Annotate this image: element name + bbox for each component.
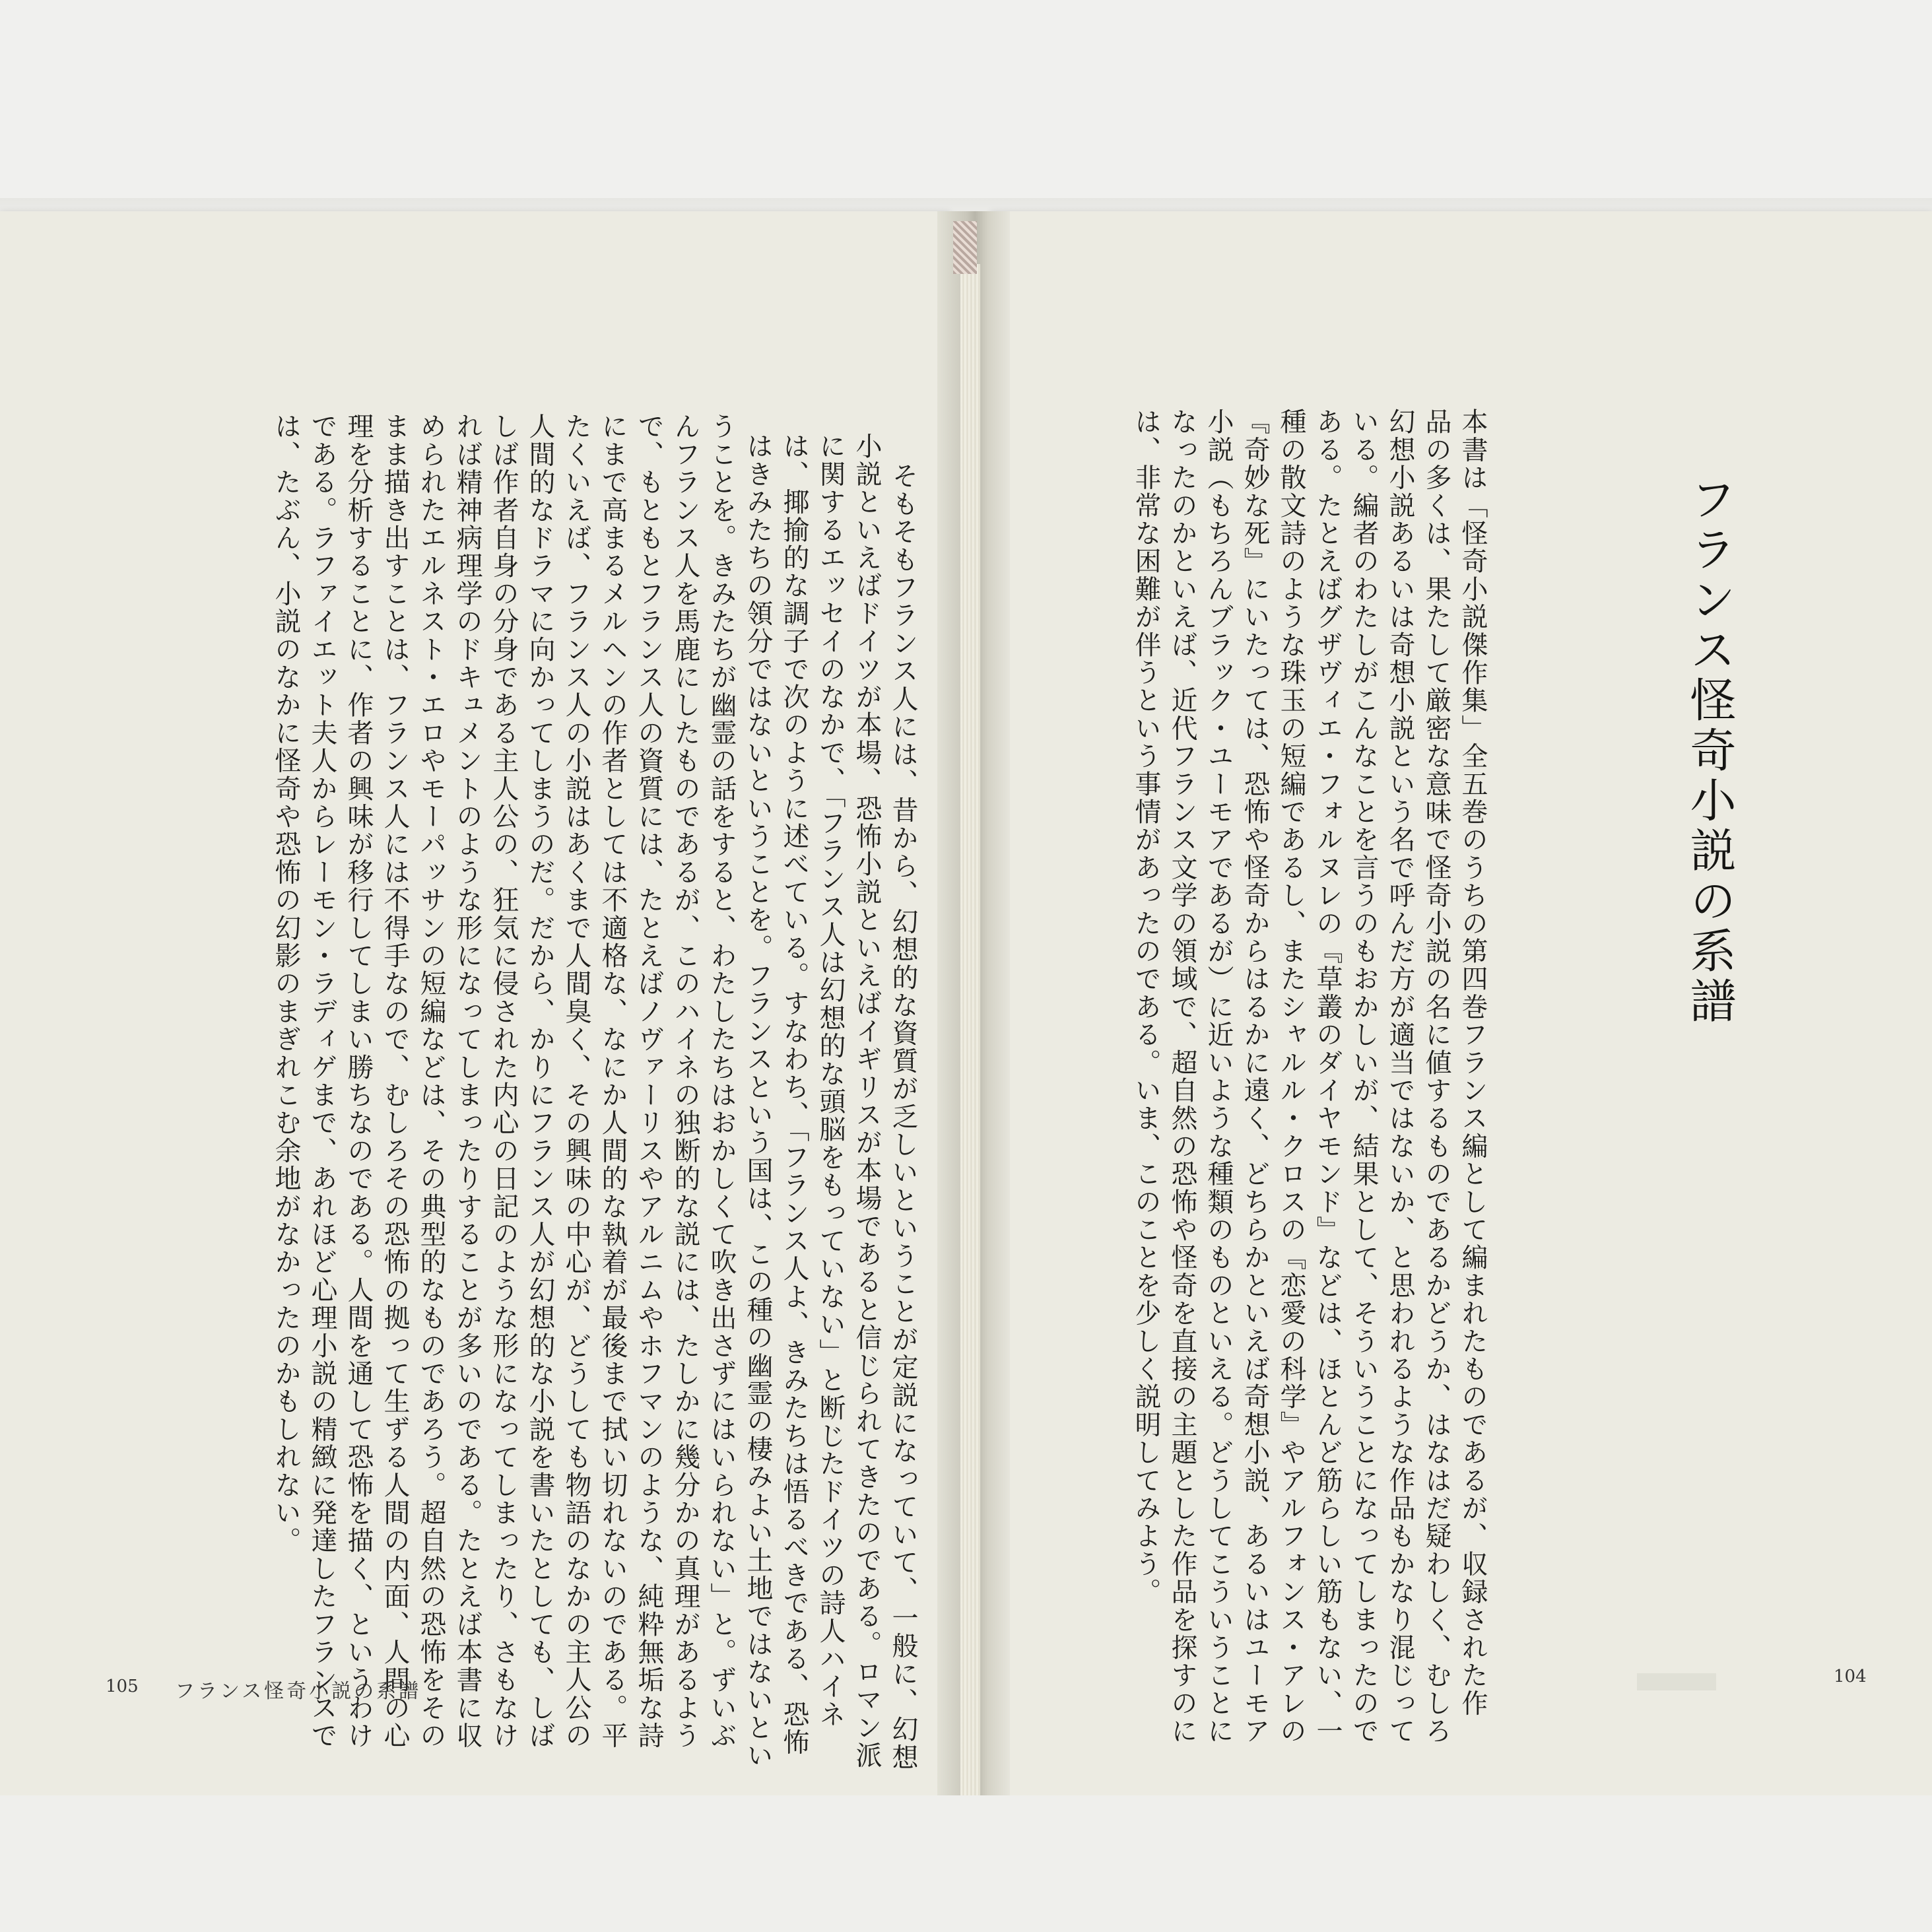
left-line-2: 小説といえばドイツが本場、恐怖小説といえばイギリスが本場であると信じられてきたのである。ロマン派 [851,432,882,1770]
right-line-7: 『奇妙な死』にいたっては、恐怖や怪奇からはるかに遠く、どちらかといえば奇想小説、あるいはユーモア [1240,408,1270,1745]
left-line-8: で、もともとフランス人の資質には、たとえばノヴァーリスやアルニムやホフマンのような、純粋無垢な詩 [634,413,664,1750]
right-line-4: いる。編者のわたしがこんなことを言うのもおかしいが、結果として、そういうことになってしまったので [1349,408,1379,1745]
page-edges [960,264,980,1848]
table-surface [0,1795,1932,1932]
left-line-11: 人間的なドラマに向かってしまうのだ。だから、かりにフランス人が幻想的な小説を書いたとしても、しば [525,413,555,1750]
right-line-6: 種の散文詩のような珠玉の短編であるし、またシャルル・クロスの『恋愛の科学』やアルフォンス・アレの [1276,408,1306,1745]
right-line-5: ある。たとえばグザヴィエ・フォルヌレの『草叢のダイヤモンド』などは、ほとんど筋らしい筋もない、一 [1312,408,1343,1745]
left-line-15: まま描き出すことは、フランス人には不得手なので、むしろその恐怖の拠って生ずる人間の内面、人間の心 [380,413,410,1750]
left-line-1: そもそもフランス人には、昔から、幻想的な資質が乏しいということが定説になっていて、一般に、幻想 [888,462,918,1772]
running-head: フランス怪奇小説の系譜 [175,1680,422,1703]
left-line-17: である。ラファイエット夫人からレーモン・ラディゲまで、あれほど心理小説の精緻に発達したフランスで [307,413,337,1750]
left-line-13: れば精神病理学のドキュメントのような形になってしまったりすることが多いのである。たとえば本書に収 [452,413,483,1750]
left-line-7: んフランス人を馬鹿にしたものであるが、このハイネの独断的な説には、たしかに幾分かの真理があるよう [670,413,700,1750]
page-number-left: 105 [106,1677,139,1696]
left-line-16: 理を分析することに、作者の興味が移行してしまい勝ちなのである。人間を通して恐怖を描く、というわけ [343,413,374,1750]
left-line-3: に関するエッセイのなかで、「フランス人は幻想的な頭脳をもっていない」と断じたドイツの詩人ハイネ [815,432,846,1729]
right-line-10: は、非常な困難が伴うという事情があったのである。いま、このことを少しく説明してみよう。 [1131,408,1161,1606]
left-line-9: にまで高まるメルヘンの作者としては不適格な、なにか人間的な執着が最後まで拭い切れないのである。平 [597,413,628,1750]
right-line-3: 幻想小説あるいは奇想小説という名で呼んだ方が適当ではないか、と思われるような作品もかなり混じって [1385,408,1415,1745]
left-line-5: はきみたちの領分ではないということを。フランスという国は、この種の幽霊の棲みよい土地ではないとい [743,432,773,1770]
left-line-10: たくいえば、フランス人の小説はあくまで人間臭く、その興味の中心が、どうしても物語のなかの主人公の [561,413,591,1750]
left-line-14: められたエルネスト・エロやモーパッサンの短編などは、その典型的なものであろう。超自然の恐怖をその [416,413,446,1750]
binding-headband [953,221,977,274]
left-line-18: は、たぶん、小説のなかに怪奇や恐怖の幻影のまぎれこむ余地がなかったのかもしれない。 [271,413,301,1555]
left-line-12: しば作者自身の分身である主人公の、狂気に侵された内心の日記のような形になってしまったり、さもなけ [488,413,519,1750]
right-line-9: なったのかといえば、近代フランス文学の領域で、超自然の恐怖や怪奇を直接の主題とした作品を探すのに [1167,408,1197,1745]
right-line-8: 小説（もちろんブラック・ユーモアであるが）に近いような種類のものといえる。どうしてこういうことに [1203,408,1234,1745]
right-line-2: 品の多くは、果たして厳密な意味で怪奇小説の名に値するものであるかどうか、はなはだ疑わしく、むしろ [1421,408,1451,1745]
page-number-right: 104 [1834,1667,1867,1686]
faint-show-through [1637,1673,1716,1690]
chapter-title: フランス怪奇小説の系譜 [1682,475,1737,1027]
right-line-1: 本書は「怪奇小説傑作集」全五巻のうちの第四巻フランス編として編まれたものであるが、収録された作 [1457,408,1488,1717]
left-line-6: うことを。きみたちが幽霊の話をすると、わたしたちはおかしくて吹き出さずにはいられない」と。ずいぶ [706,413,737,1750]
left-line-4: は、揶揄的な調子で次のように述べている。すなわち、「フランス人よ、きみたちは悟るべきである、恐怖 [779,432,809,1756]
